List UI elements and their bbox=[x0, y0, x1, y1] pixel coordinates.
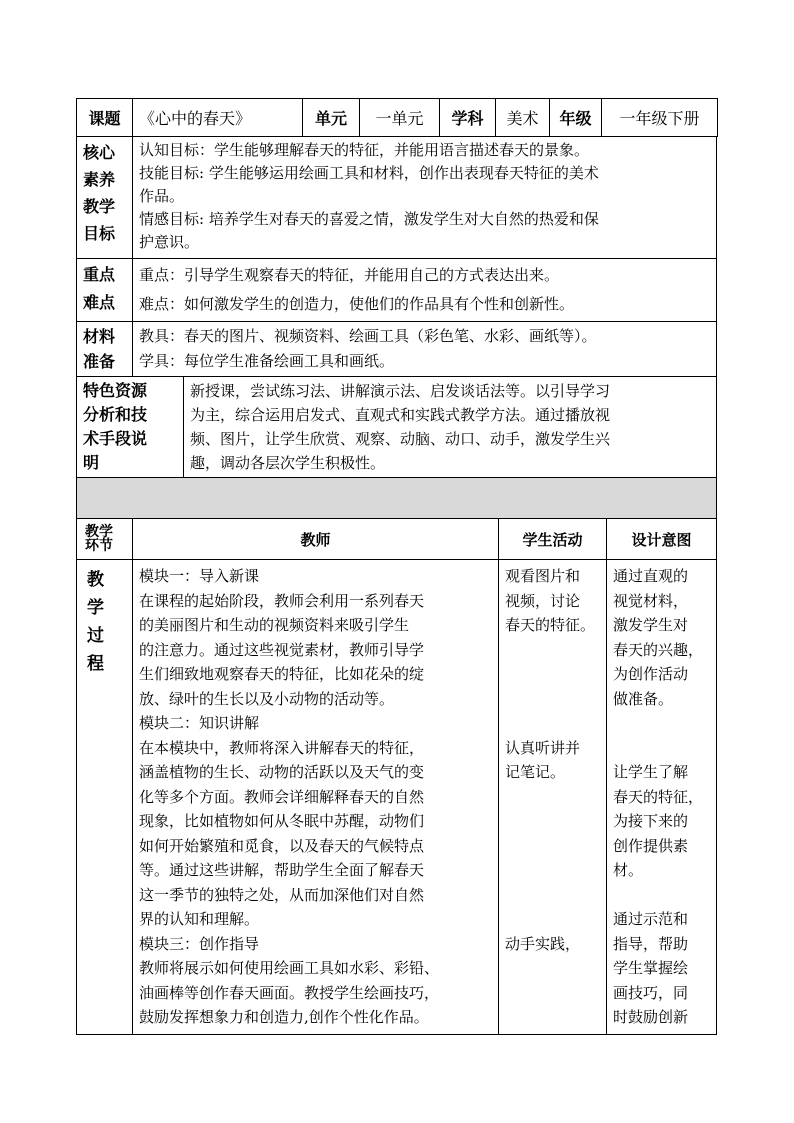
key-point-line: 难点：如何激发学生的创造力，使他们的作品具有个性和创新性。 bbox=[139, 295, 575, 313]
stage-header bbox=[77, 519, 133, 560]
student-header: 学生活动 bbox=[499, 519, 607, 560]
intent-line: 通过示范和 bbox=[613, 910, 689, 928]
teacher-line: 涵盖植物的生长、动物的活跃以及天气的变 bbox=[139, 763, 425, 781]
core-goals-label-line: 目标 bbox=[83, 224, 116, 243]
student-line: 春天的特征。 bbox=[505, 616, 596, 634]
teacher-line: 生们细致地观察春天的特征，比如花朵的绽 bbox=[139, 665, 425, 683]
materials-label bbox=[77, 322, 133, 377]
lesson-plan-document bbox=[76, 98, 717, 1035]
teacher-line: 的美丽图片和生动的视频资料来吸引学生 bbox=[139, 616, 410, 634]
teacher-line: 模块一：导入新课 bbox=[139, 567, 260, 585]
intent-line: 为接下来的 bbox=[613, 812, 689, 830]
intent-line: 时鼓励创新 bbox=[613, 1008, 689, 1026]
core-goals-line: 作品。 bbox=[139, 187, 185, 205]
materials-label-line: 材料 bbox=[83, 327, 116, 346]
teacher-line: 油画棒等创作春天画面。教授学生绘画技巧， bbox=[139, 983, 440, 1002]
key-point-line: 重点：引导学生观察春天的特征，并能用自己的方式表达出来。 bbox=[139, 266, 560, 284]
materials-content bbox=[133, 322, 717, 377]
teacher-line: 界的认知和理解。 bbox=[139, 910, 260, 928]
teacher-line: 放、绿叶的生长以及小动物的活动等。 bbox=[139, 689, 395, 708]
student-spacer bbox=[505, 785, 600, 932]
teacher-line: 在本模块中，教师将深入讲解春天的特征， bbox=[139, 738, 425, 757]
intent-spacer bbox=[613, 711, 710, 760]
process-label bbox=[77, 560, 133, 1035]
header-table bbox=[76, 98, 718, 137]
features-line: 新授课，尝试练习法、讲解演示法、启发谈话法等。以引导学习 bbox=[190, 382, 611, 400]
unit-label: 单元 bbox=[303, 99, 360, 137]
key-points-content bbox=[133, 259, 717, 322]
topic-value: 《心中的春天》 bbox=[133, 99, 303, 137]
intent-line: 材。 bbox=[613, 861, 644, 879]
teacher-line: 模块二：知识讲解 bbox=[139, 714, 260, 732]
process-label-char: 过 bbox=[87, 626, 104, 646]
intent-line: 通过直观的 bbox=[613, 567, 689, 585]
core-goals-label-line: 教学 bbox=[83, 197, 116, 216]
intent-line: 画技巧，同 bbox=[613, 983, 689, 1002]
intent-line: 视觉材料， bbox=[613, 591, 689, 610]
features-content bbox=[184, 377, 717, 478]
intent-line: 春天的兴趣， bbox=[613, 640, 704, 659]
student-line: 记笔记。 bbox=[505, 763, 566, 781]
features-line: 趣，调动各层次学生积极性。 bbox=[190, 454, 386, 472]
intent-line: 让学生了解 bbox=[613, 763, 689, 781]
core-goals-line: 护意识。 bbox=[139, 233, 200, 251]
core-goals-line: 技能目标: 学生能够运用绘画工具和材料，创作出表现春天特征的美术 bbox=[139, 164, 599, 182]
process-label-char: 教 bbox=[87, 570, 104, 590]
unit-value: 一单元 bbox=[360, 99, 440, 137]
core-goals-line: 认知目标：学生能够理解春天的特征，并能用语言描述春天的景象。 bbox=[139, 141, 590, 159]
intent-line: 春天的特征， bbox=[613, 787, 704, 806]
intent-line: 做准备。 bbox=[613, 689, 674, 708]
intent-spacer bbox=[613, 883, 710, 908]
student-line: 动手实践， bbox=[505, 934, 581, 953]
key-points-label-line: 重点 bbox=[83, 265, 116, 284]
gray-divider-row bbox=[77, 478, 717, 519]
features-label bbox=[77, 377, 184, 478]
materials-label-line: 准备 bbox=[83, 352, 116, 371]
teacher-line: 鼓励发挥想象力和创造力,创作个性化作品。 bbox=[139, 1008, 429, 1026]
core-goals-label bbox=[77, 137, 133, 259]
intent-line: 指导，帮助 bbox=[613, 934, 689, 953]
core-goals-label-line: 核心 bbox=[83, 143, 116, 162]
intent-line: 激发学生对 bbox=[613, 616, 689, 634]
teacher-line: 等。通过这些讲解，帮助学生全面了解春天 bbox=[139, 861, 425, 879]
core-goals-label-line: 素养 bbox=[83, 170, 116, 189]
intent-header: 设计意图 bbox=[607, 519, 717, 560]
features-table bbox=[76, 376, 717, 478]
grade-label: 年级 bbox=[550, 99, 602, 137]
intent-line: 创作提供素 bbox=[613, 836, 689, 855]
features-label-line: 分析和技 bbox=[83, 405, 148, 424]
teacher-header: 教师 bbox=[133, 519, 499, 560]
student-spacer bbox=[505, 638, 600, 736]
materials-line: 学具：每位学生准备绘画工具和画纸。 bbox=[139, 352, 395, 370]
teacher-content bbox=[133, 560, 499, 1035]
subject-label: 学科 bbox=[440, 99, 496, 137]
features-label-line: 术手段说 bbox=[83, 429, 148, 448]
process-label-char: 程 bbox=[87, 654, 104, 674]
features-line: 为主，综合运用启发式、直观式和实践式教学方法。通过播放视 bbox=[190, 406, 611, 424]
core-goals-content bbox=[133, 137, 717, 259]
goals-table bbox=[76, 136, 717, 377]
stage-header-line: 教学 bbox=[85, 524, 113, 540]
student-line: 观看图片和 bbox=[505, 567, 581, 585]
features-label-line: 特色资源 bbox=[83, 381, 148, 400]
intent-line: 为创作活动 bbox=[613, 665, 689, 683]
process-label-char: 学 bbox=[87, 598, 104, 618]
stage-header-line: 环节 bbox=[85, 538, 113, 554]
process-table bbox=[76, 518, 717, 1035]
features-line: 频、图片，让学生欣赏、观察、动脑、动口、动手，激发学生兴 bbox=[190, 430, 611, 448]
topic-label: 课题 bbox=[77, 99, 133, 137]
teacher-line: 化等多个方面。教师会详细解释春天的自然 bbox=[139, 787, 425, 806]
features-label-line: 明 bbox=[83, 453, 100, 472]
student-line: 视频，讨论 bbox=[505, 591, 581, 610]
teacher-line: 这一季节的独特之处，从而加深他们对自然 bbox=[139, 885, 425, 904]
core-goals-line: 情感目标: 培养学生对春天的喜爱之情，激发学生对大自然的热爱和保 bbox=[139, 210, 599, 228]
key-points-label bbox=[77, 259, 133, 322]
intent-line: 学生掌握绘 bbox=[613, 959, 689, 977]
grade-value: 一年级下册 bbox=[602, 99, 718, 137]
materials-line: 教具：春天的图片、视频资料、绘画工具（彩色笔、水彩、画纸等）。 bbox=[139, 327, 597, 345]
teacher-line: 教师将展示如何使用绘画工具如水彩、彩铅、 bbox=[139, 959, 440, 977]
teacher-line: 模块三：创作指导 bbox=[139, 934, 260, 953]
teacher-line: 现象，比如植物如何从冬眠中苏醒，动物们 bbox=[139, 812, 425, 830]
student-line: 认真听讲并 bbox=[505, 738, 581, 757]
gray-divider-table bbox=[76, 477, 717, 519]
teacher-line: 如何开始繁殖和觅食，以及春天的气候特点 bbox=[139, 836, 425, 855]
key-points-label-line: 难点 bbox=[83, 293, 116, 312]
subject-value: 美术 bbox=[496, 99, 550, 137]
teacher-line: 在课程的起始阶段，教师会利用一系列春天 bbox=[139, 591, 425, 610]
student-content bbox=[499, 560, 607, 1035]
intent-content bbox=[607, 560, 717, 1035]
teacher-line: 的注意力。通过这些视觉素材，教师引导学 bbox=[139, 640, 425, 659]
